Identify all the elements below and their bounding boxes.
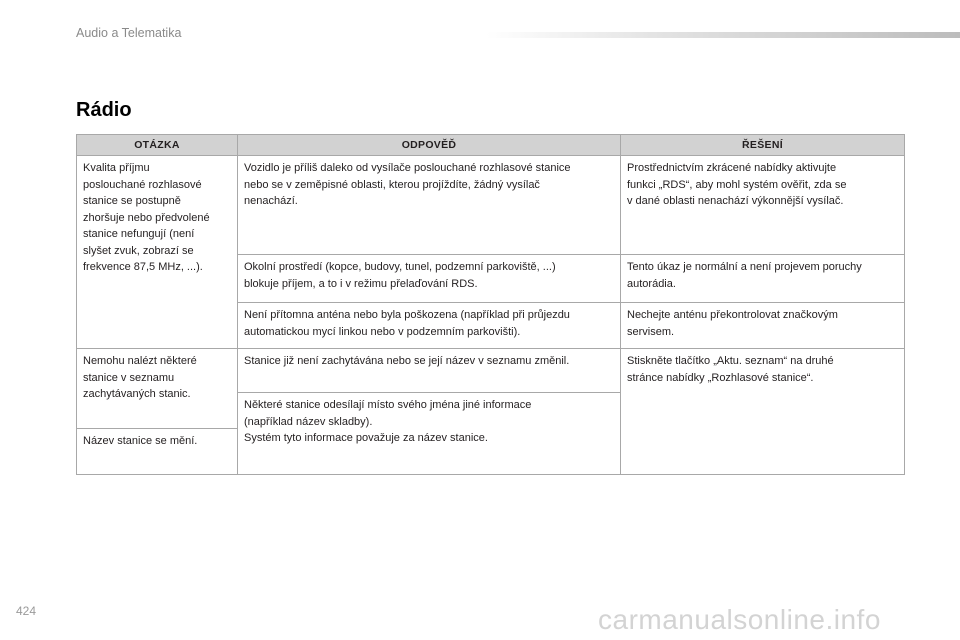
page-number: 424 <box>16 604 37 618</box>
question-cell: Nemohu nalézt některé stanice v seznamu zachytávaných stanic. <box>77 349 238 429</box>
header-gradient-rule <box>486 32 960 38</box>
solution-cell: Prostřednictvím zkrácené nabídky aktivujte funkci „RDS“, aby mohl systém ověřit, zda se v dané oblasti nenachází výkonnější vysílač. <box>621 156 905 255</box>
answer-cell: Vozidlo je příliš daleko od vysílače poslouchané rozhlasové stanice nebo se v zeměpisné oblasti, kterou projíždíte, žádný vysílač nenachází. <box>238 156 621 255</box>
table-row <box>77 156 905 255</box>
troubleshooting-table <box>76 134 905 475</box>
solution-cell: Nechejte anténu překontrolovat značkovým servisem. <box>621 303 905 349</box>
question-cell: Kvalita příjmu poslouchané rozhlasové stanice se postupně zhoršuje nebo předvolené stanice nefungují (není slyšet zvuk, zobrazí se frekvence 87,5 MHz, ...). <box>77 156 238 349</box>
watermark: carmanualsonline.info <box>598 604 881 635</box>
answer-cell: Okolní prostředí (kopce, budovy, tunel, podzemní parkoviště, ...) blokuje příjem, a to i v režimu přelaďování RDS. <box>238 255 621 303</box>
solution-cell: Stiskněte tlačítko „Aktu. seznam“ na druhé stránce nabídky „Rozhlasové stanice“. <box>621 349 905 475</box>
running-header-title: Audio a Telematika <box>76 26 182 40</box>
question-cell: Název stanice se mění. <box>77 429 238 475</box>
answer-cell: Stanice již není zachytávána nebo se její název v seznamu změnil. <box>238 349 621 393</box>
table-row <box>77 349 905 393</box>
column-header-solution: ŘEŠENÍ <box>621 135 905 156</box>
table-header-row <box>77 135 905 156</box>
column-header-question: OTÁZKA <box>77 135 238 156</box>
column-header-answer: ODPOVĚĎ <box>238 135 621 156</box>
answer-cell: Není přítomna anténa nebo byla poškozena (například při průjezdu automatickou mycí linkou nebo v podzemním parkovišti). <box>238 303 621 349</box>
answer-cell: Některé stanice odesílají místo svého jména jiné informace (například název skladby). Systém tyto informace považuje za název stanice. <box>238 393 621 475</box>
section-title: Rádio <box>76 99 132 121</box>
solution-cell: Tento úkaz je normální a není projevem poruchy autorádia. <box>621 255 905 303</box>
